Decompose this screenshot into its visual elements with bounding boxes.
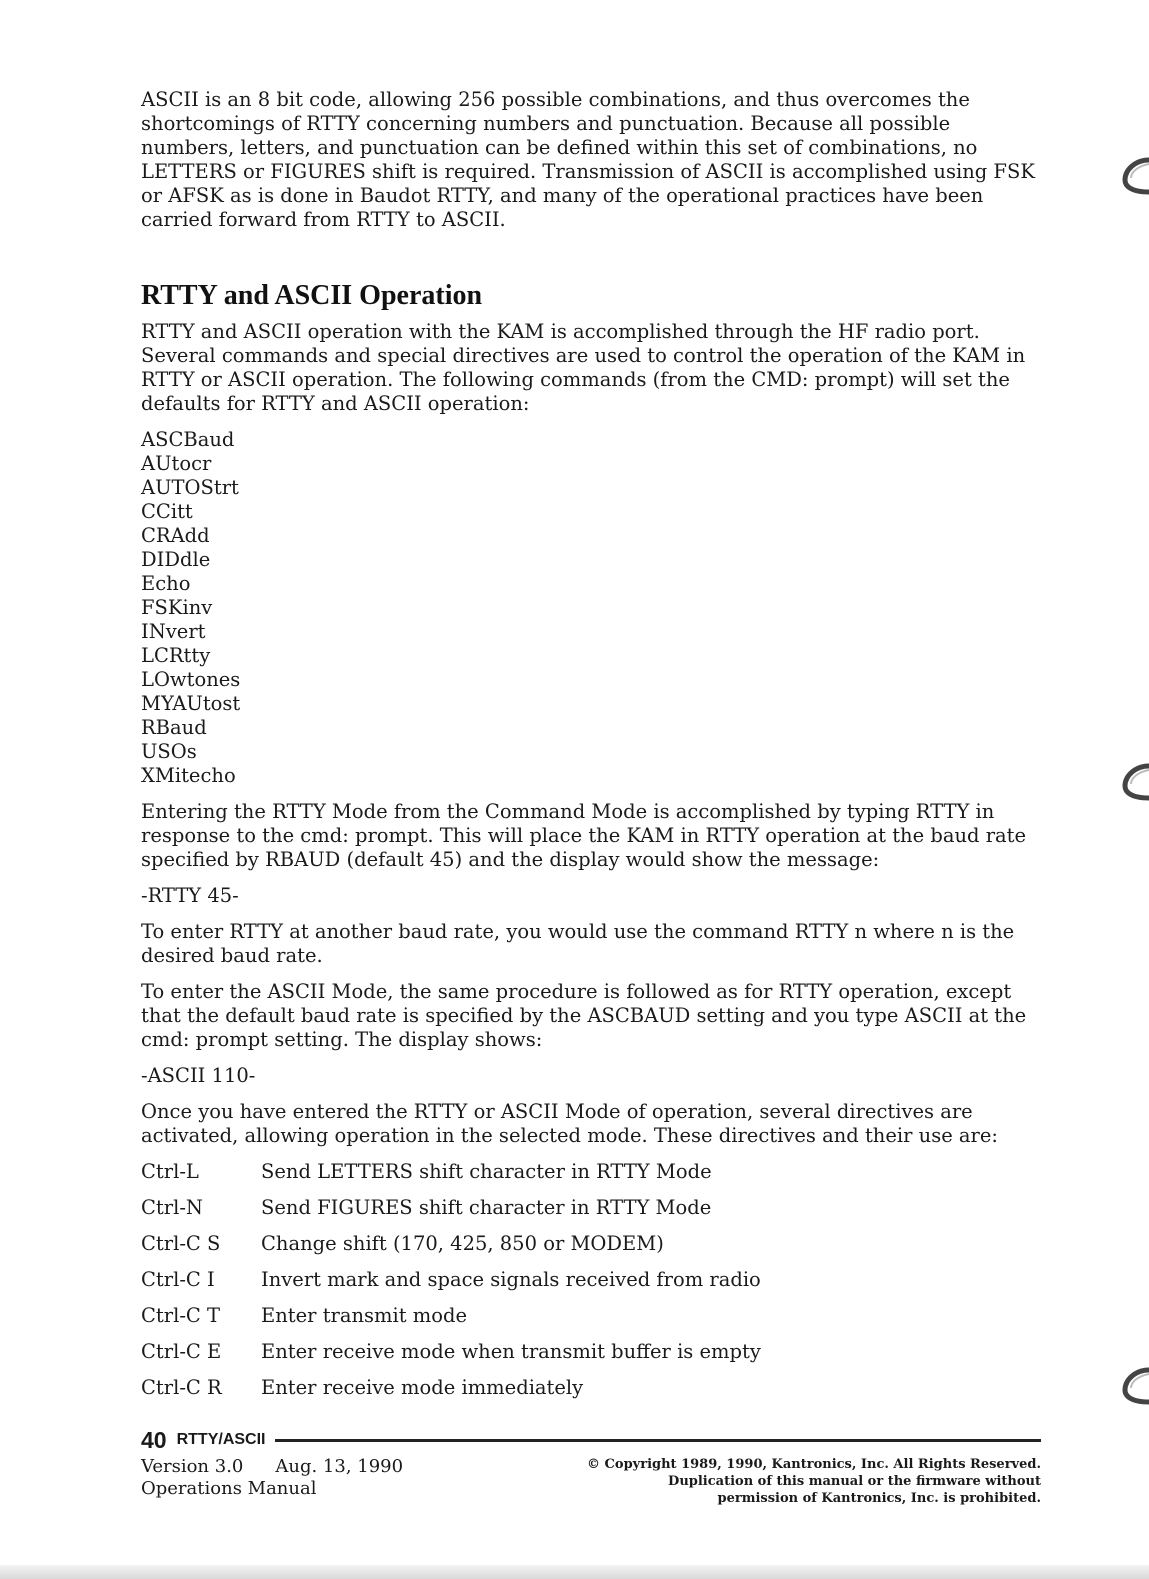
directive-key: Ctrl-C I bbox=[141, 1268, 215, 1291]
directive-desc: Send LETTERS shift character in RTTY Mode bbox=[261, 1160, 712, 1183]
page-content bbox=[141, 88, 1041, 1412]
operation-paragraph: RTTY and ASCII operation with the KAM is accomplished through the HF radio port. Several commands and special directives are used to control the operation of the KAM in RTTY or ASCII operation. The following commands (from the CMD: prompt) will set the defaults for RTTY and ASCII operation: bbox=[141, 320, 1026, 415]
copyright-notice bbox=[587, 1456, 1041, 1507]
command-list bbox=[141, 428, 1041, 788]
table-row bbox=[141, 1196, 1041, 1232]
manual-title: Operations Manual bbox=[141, 1478, 317, 1499]
directive-desc: Change shift (170, 425, 850 or MODEM) bbox=[261, 1232, 664, 1255]
directive-desc: Enter receive mode when transmit buffer is empty bbox=[261, 1340, 761, 1363]
list-item: RBaud bbox=[141, 716, 207, 739]
list-item: CCitt bbox=[141, 500, 193, 523]
version-label: Version 3.0 bbox=[141, 1456, 244, 1477]
page-number: 40 bbox=[141, 1426, 167, 1453]
list-item: CRAdd bbox=[141, 524, 210, 547]
list-item: AUTOStrt bbox=[141, 476, 239, 499]
rtty-other-baud-paragraph: To enter RTTY at another baud rate, you would use the command RTTY n where n is the desired baud rate. bbox=[141, 920, 1015, 967]
ascii-mode-paragraph: To enter the ASCII Mode, the same procedure is followed as for RTTY operation, except that the default baud rate is specified by the ASCBAUD setting and you type ASCII at the cmd: prompt setting. The display shows: bbox=[141, 980, 1027, 1051]
list-item: USOs bbox=[141, 740, 197, 763]
directive-list bbox=[141, 1160, 1041, 1412]
entering-rtty-paragraph: Entering the RTTY Mode from the Command Mode is accomplished by typing RTTY in response to the cmd: prompt. This will place the KAM in RTTY operation at the baud rate specified by RBAUD (default 45) and the display would show the message: bbox=[141, 800, 1027, 871]
table-row bbox=[141, 1304, 1041, 1340]
page-footer bbox=[141, 1428, 1041, 1507]
table-row bbox=[141, 1232, 1041, 1268]
directives-paragraph: Once you have entered the RTTY or ASCII Mode of operation, several directives are activated, allowing operation in the selected mode. These directives and their use are: bbox=[141, 1100, 998, 1147]
list-item: MYAUtost bbox=[141, 692, 241, 715]
list-item: LCRtty bbox=[141, 644, 211, 667]
copyright-line: Duplication of this manual or the firmware without bbox=[668, 1474, 1041, 1489]
directive-key: Ctrl-C E bbox=[141, 1340, 222, 1363]
intro-paragraph: ASCII is an 8 bit code, allowing 256 possible combinations, and thus overcomes the shortcomings of RTTY concerning numbers and punctuation. Because all possible numbers, letters, and punctuation can be defined within this set of combinations, no LETTERS or FIGURES shift is required. Transmission of ASCII is accomplished using FSK or AFSK as is done in Baudot RTTY, and many of the operational practices have been carried forward from RTTY to ASCII. bbox=[141, 88, 1035, 231]
directive-key: Ctrl-C R bbox=[141, 1376, 222, 1399]
binder-hole-icon bbox=[1113, 752, 1149, 812]
directive-key: Ctrl-N bbox=[141, 1196, 203, 1219]
section-tag: RTTY/ASCII bbox=[176, 1431, 266, 1448]
list-item: FSKinv bbox=[141, 596, 213, 619]
list-item: LOwtones bbox=[141, 668, 241, 691]
ascii-display-message: -ASCII 110- bbox=[141, 1064, 256, 1087]
table-row bbox=[141, 1268, 1041, 1304]
footer-rule bbox=[275, 1439, 1041, 1442]
list-item: Echo bbox=[141, 572, 191, 595]
list-item: ASCBaud bbox=[141, 428, 235, 451]
directive-key: Ctrl-L bbox=[141, 1160, 199, 1183]
table-row bbox=[141, 1340, 1041, 1376]
directive-desc: Enter transmit mode bbox=[261, 1304, 468, 1327]
table-row bbox=[141, 1160, 1041, 1196]
directive-desc: Enter receive mode immediately bbox=[261, 1376, 584, 1399]
copyright-line: © Copyright 1989, 1990, Kantronics, Inc. All Rights Reserved. bbox=[587, 1457, 1041, 1472]
binder-hole-icon bbox=[1113, 1356, 1149, 1416]
list-item: AUtocr bbox=[141, 452, 212, 475]
page-bottom-edge bbox=[0, 1565, 1149, 1579]
directive-key: Ctrl-C T bbox=[141, 1304, 221, 1327]
copyright-line: permission of Kantronics, Inc. is prohibited. bbox=[717, 1491, 1041, 1506]
version-date: Aug. 13, 1990 bbox=[275, 1456, 404, 1477]
list-item: XMitecho bbox=[141, 764, 236, 787]
binder-hole-icon bbox=[1113, 146, 1149, 206]
directive-desc: Invert mark and space signals received from radio bbox=[261, 1268, 761, 1291]
section-heading: RTTY and ASCII Operation bbox=[141, 280, 483, 311]
directive-desc: Send FIGURES shift character in RTTY Mode bbox=[261, 1196, 712, 1219]
rtty-display-message: -RTTY 45- bbox=[141, 884, 239, 907]
list-item: DIDdle bbox=[141, 548, 211, 571]
list-item: INvert bbox=[141, 620, 206, 643]
table-row bbox=[141, 1376, 1041, 1412]
version-block bbox=[141, 1456, 403, 1507]
directive-key: Ctrl-C S bbox=[141, 1232, 221, 1255]
